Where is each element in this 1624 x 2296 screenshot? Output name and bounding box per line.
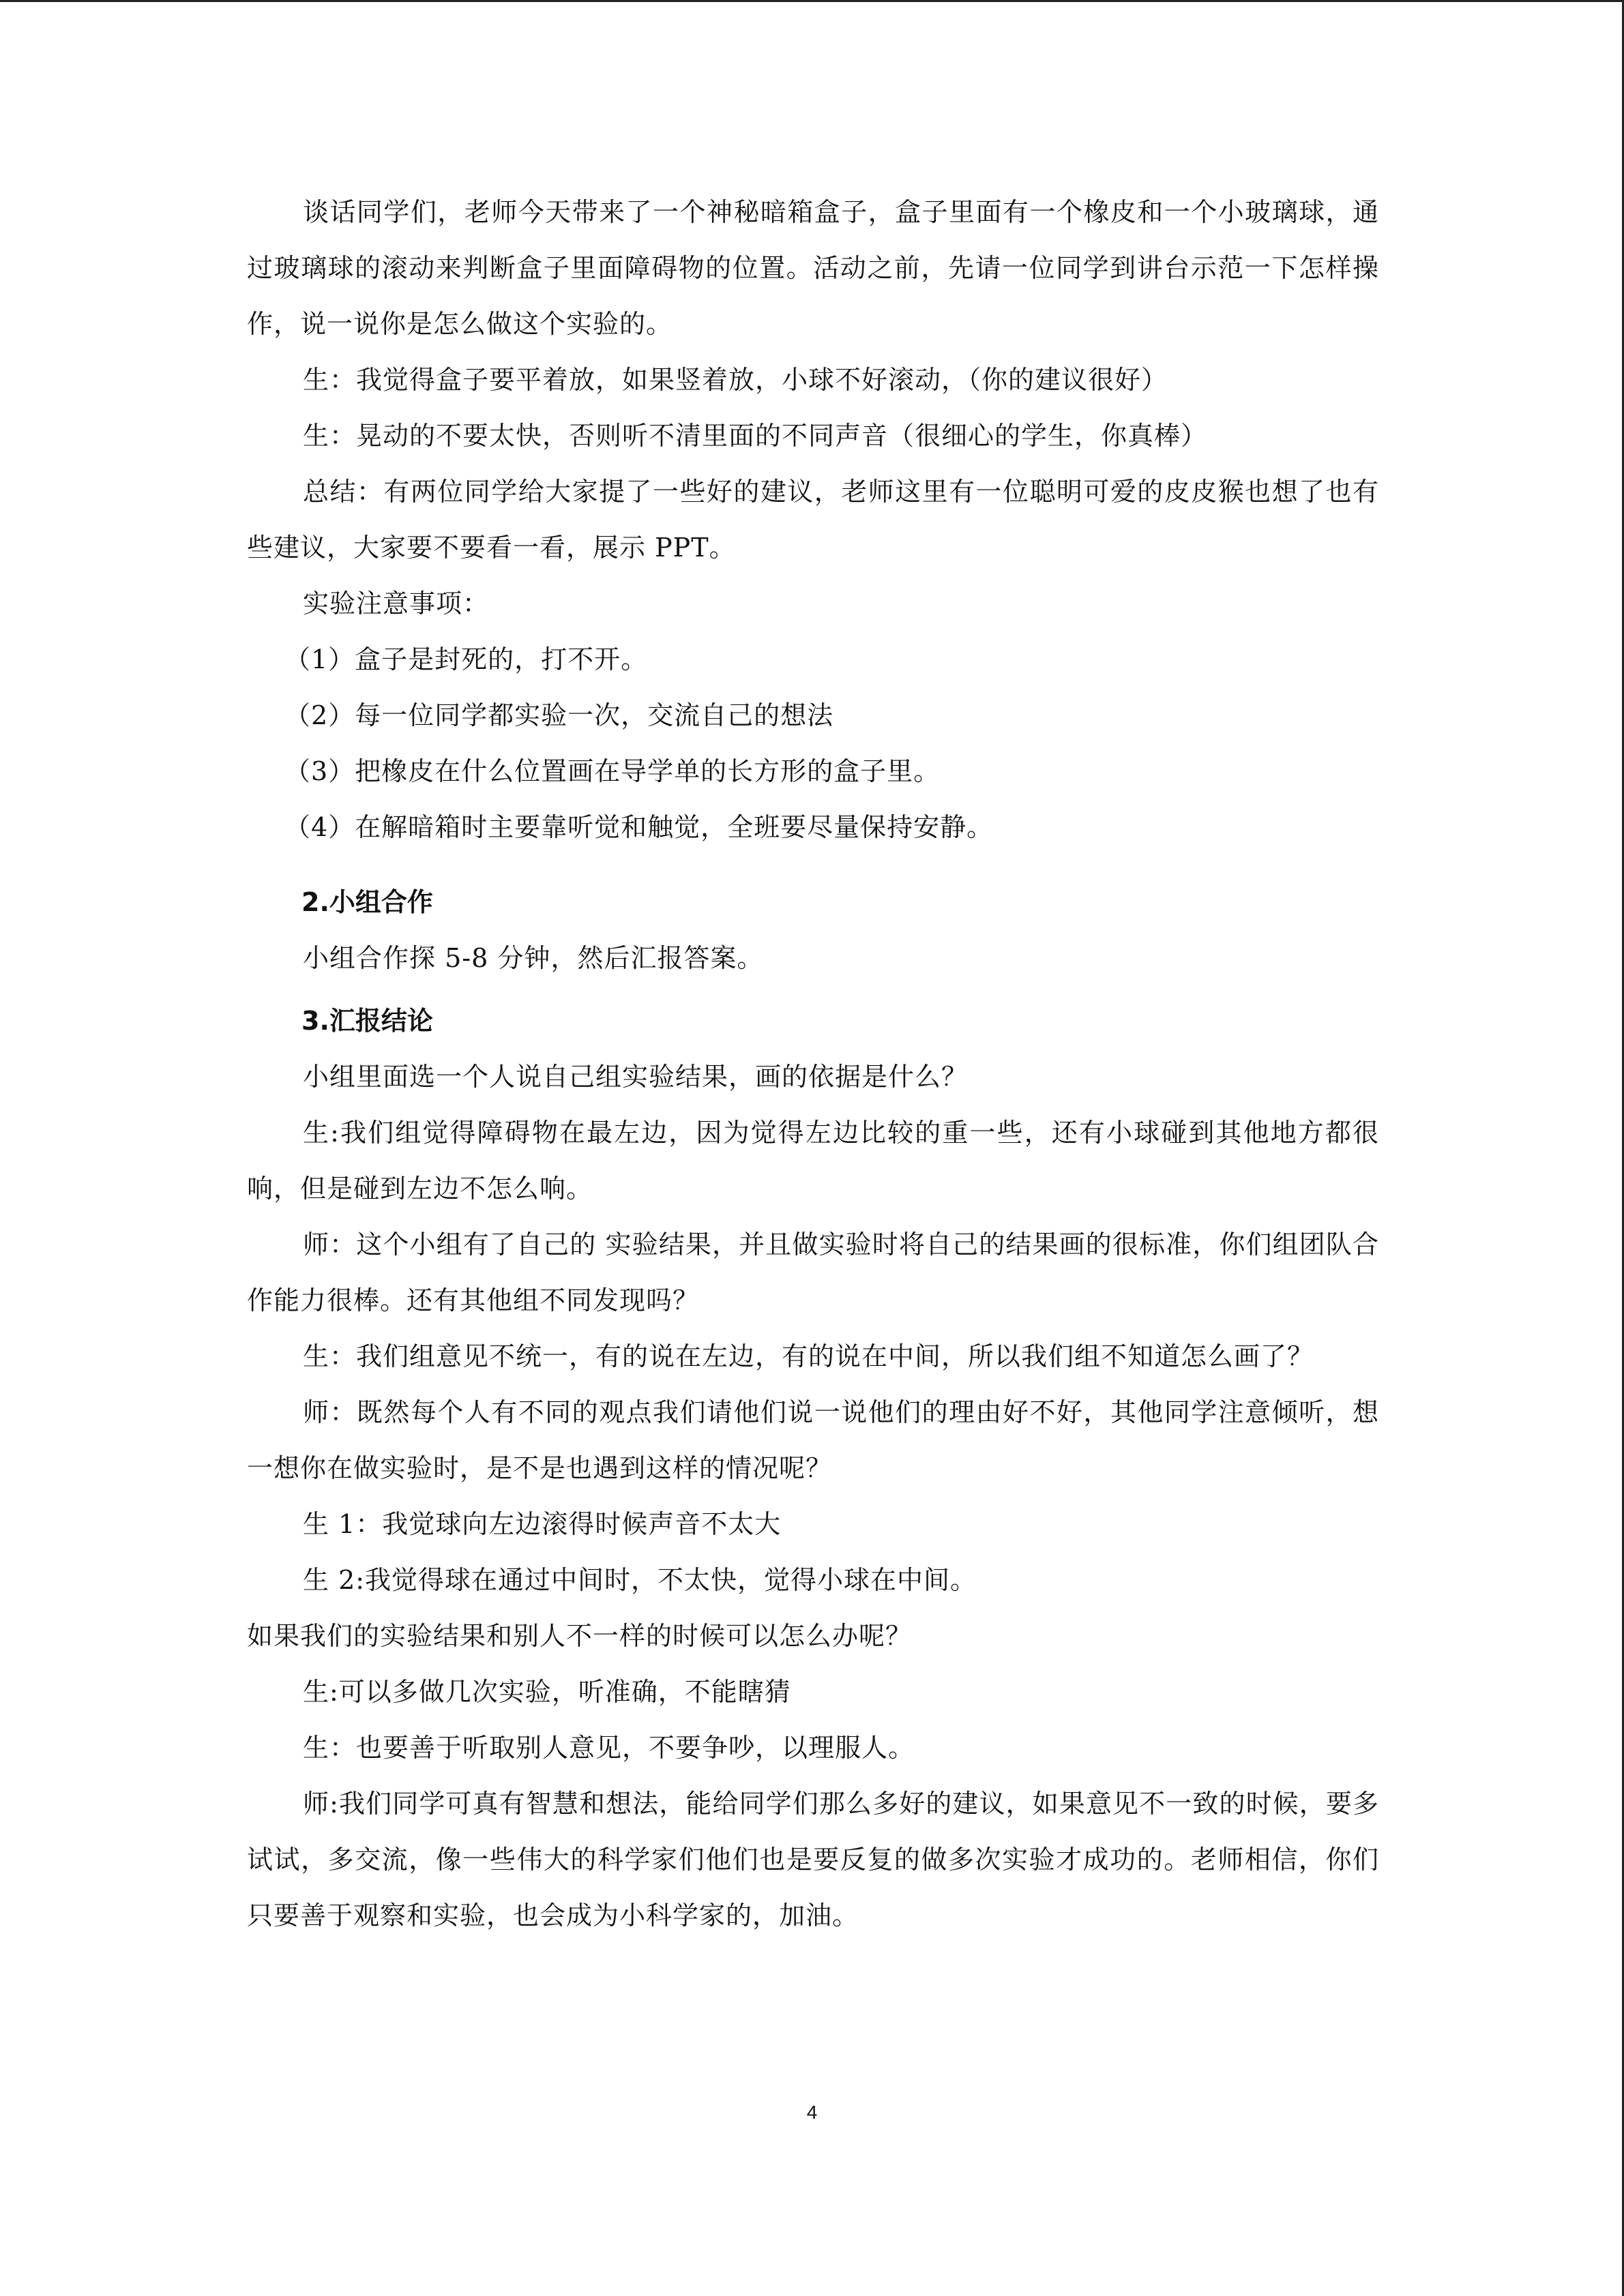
notes-title: 实验注意事项： — [303, 588, 490, 618]
note-item: （1）盒子是封死的，打不开。 — [284, 644, 648, 674]
document-body — [247, 184, 1379, 1943]
report-paragraph: 生:我们组觉得障碍物在最左边，因为觉得左边比较的重一些，还有小球碰到其他地方都很响，但是碰到左边不怎么响。 — [247, 1118, 1379, 1204]
page-border-top — [0, 0, 1624, 2]
note-item: （3）把橡皮在什么位置画在导学单的长方形的盒子里。 — [284, 756, 941, 786]
page-number: 4 — [806, 2102, 818, 2123]
section-heading-group-work: 2.小组合作 — [301, 887, 433, 917]
report-paragraph: 师：这个小组有了自己的 实验结果，并且做实验时将自己的结果画的很标准，你们组团队合作能力很棒。还有其他组不同发现吗？ — [247, 1229, 1379, 1315]
report-paragraph: 师：既然每个人有不同的观点我们请他们说一说他们的理由好不好，其他同学注意倾听，想一想你在做实验时，是不是也遇到这样的情况呢？ — [247, 1397, 1379, 1483]
group-work-text: 小组合作探 5-8 分钟，然后汇报答案。 — [303, 943, 764, 973]
report-paragraph: 生 1：我觉球向左边滚得时候声音不太大 — [303, 1509, 782, 1539]
note-item: （2）每一位同学都实验一次，交流自己的想法 — [284, 700, 834, 730]
section-gap — [247, 986, 1379, 993]
report-paragraph: 生：也要善于听取别人意见，不要争吵，以理服人。 — [303, 1733, 915, 1763]
student-remark-1: 生：我觉得盒子要平着放，如果竖着放，小球不好滚动，（你的建议很好） — [303, 365, 1168, 395]
report-paragraph: 小组里面选一个人说自己组实验结果，画的依据是什么？ — [303, 1062, 969, 1092]
report-paragraph: 生 2:我觉得球在通过中间时，不太快，觉得小球在中间。 — [303, 1565, 977, 1595]
report-paragraph: 如果我们的实验结果和别人不一样的时候可以怎么办呢？ — [247, 1621, 913, 1651]
student-remark-2: 生：晃动的不要太快，否则听不清里面的不同声音（很细心的学生，你真棒） — [303, 421, 1208, 451]
report-paragraph: 生:可以多做几次实验，听准确，不能瞎猜 — [303, 1677, 791, 1707]
intro-paragraph: 谈话同学们，老师今天带来了一个神秘暗箱盒子，盒子里面有一个橡皮和一个小玻璃球，通过玻璃球的滚动来判断盒子里面障碍物的位置。活动之前，先请一位同学到讲台示范一下怎样操作，说一说你是怎么做这个实验的。 — [247, 197, 1379, 339]
section-gap — [247, 855, 1379, 874]
report-paragraph: 生：我们组意见不统一，有的说在左边，有的说在中间，所以我们组不知道怎么画了？ — [303, 1341, 1314, 1371]
note-item: （4）在解暗箱时主要靠听觉和触觉，全班要尽量保持安静。 — [284, 812, 994, 842]
report-paragraph: 师:我们同学可真有智慧和想法，能给同学们那么多好的建议，如果意见不一致的时候，要多试试，多交流，像一些伟大的科学家们他们也是要反复的做多次实验才成功的。老师相信，你们只要善于观察和实验，也会成为小科学家的，加油。 — [247, 1789, 1379, 1930]
summary-paragraph: 总结：有两位同学给大家提了一些好的建议，老师这里有一位聪明可爱的皮皮猴也想了也有些建议，大家要不要看一看，展示 PPT。 — [247, 477, 1379, 563]
section-heading-report: 3.汇报结论 — [301, 1006, 433, 1036]
